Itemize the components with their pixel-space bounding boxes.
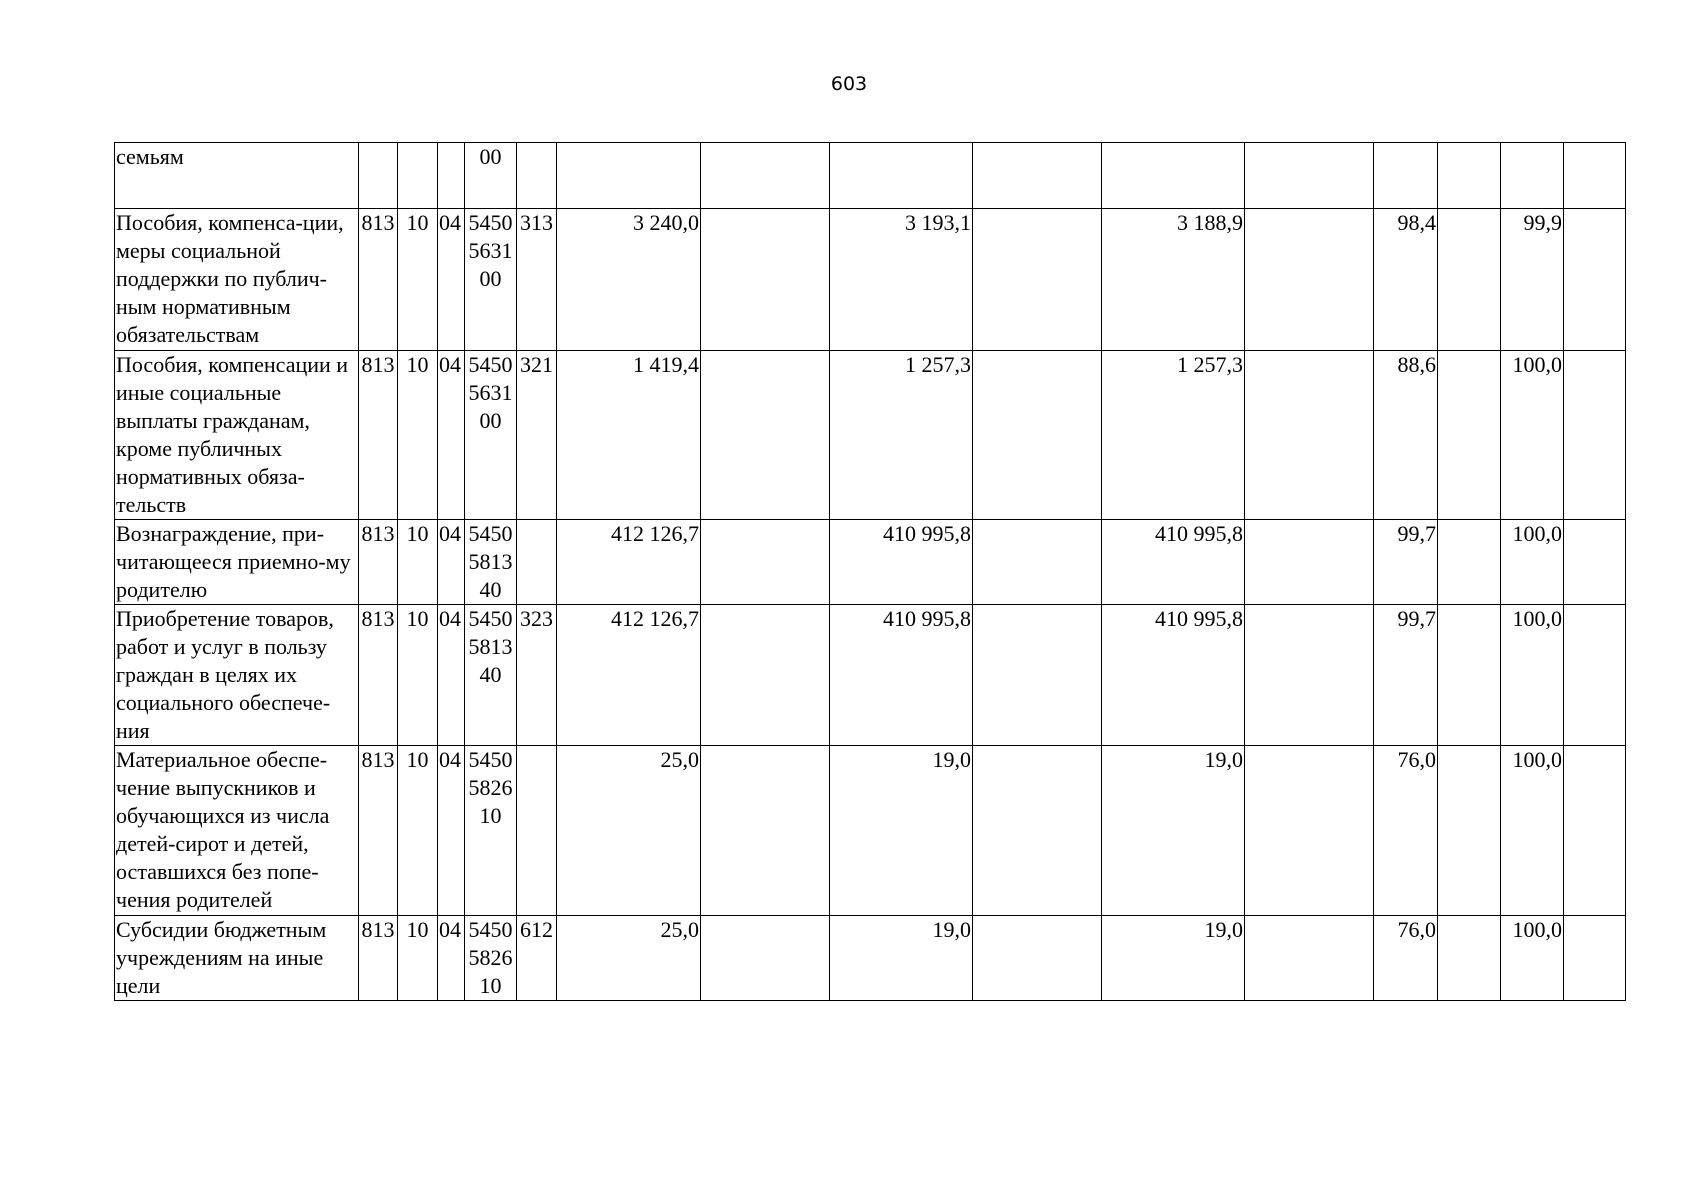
table-row	[115, 746, 1626, 916]
expense-type-code: 612	[517, 916, 557, 1001]
empty-cell	[1245, 143, 1374, 209]
value-refined: 410 995,8	[830, 605, 973, 746]
empty-cell	[1564, 351, 1626, 520]
grbs-code	[359, 143, 398, 209]
value-approved: 412 126,7	[557, 520, 701, 605]
subsection-code	[438, 143, 465, 209]
empty-cell	[701, 605, 830, 746]
subsection-code: 04	[438, 605, 465, 746]
section-code: 10	[398, 916, 438, 1001]
table-row	[115, 605, 1626, 746]
percent-approved: 88,6	[1374, 351, 1438, 520]
empty-cell	[701, 520, 830, 605]
percent-refined	[1501, 143, 1564, 209]
expense-type-code	[517, 143, 557, 209]
grbs-code: 813	[359, 916, 398, 1001]
empty-cell	[1564, 209, 1626, 351]
empty-cell	[973, 351, 1102, 520]
grbs-code: 813	[359, 746, 398, 916]
empty-cell	[1245, 605, 1374, 746]
subsection-code: 04	[438, 520, 465, 605]
empty-cell	[1564, 520, 1626, 605]
expense-type-code: 313	[517, 209, 557, 351]
row-name: Материальное обеспе-чение выпускников и обучающихся из числа детей-сирот и детей, оставшихся без попе-чения родителей	[115, 746, 359, 916]
section-code: 10	[398, 746, 438, 916]
percent-approved: 76,0	[1374, 746, 1438, 916]
grbs-code: 813	[359, 520, 398, 605]
subsection-code: 04	[438, 351, 465, 520]
empty-cell	[1438, 143, 1501, 209]
expense-type-code	[517, 520, 557, 605]
empty-cell	[701, 209, 830, 351]
empty-cell	[701, 746, 830, 916]
row-name: Субсидии бюджетным учреждениям на иные цели	[115, 916, 359, 1001]
value-approved: 25,0	[557, 916, 701, 1001]
grbs-code: 813	[359, 209, 398, 351]
empty-cell	[973, 520, 1102, 605]
target-article-code: 5450 5813 40	[465, 520, 517, 605]
value-refined: 1 257,3	[830, 351, 973, 520]
table-row	[115, 916, 1626, 1001]
target-article-code: 5450 5813 40	[465, 605, 517, 746]
section-code: 10	[398, 605, 438, 746]
percent-refined: 100,0	[1501, 916, 1564, 1001]
percent-approved: 99,7	[1374, 605, 1438, 746]
percent-refined: 100,0	[1501, 746, 1564, 916]
value-approved: 1 419,4	[557, 351, 701, 520]
value-executed: 1 257,3	[1102, 351, 1245, 520]
value-executed: 19,0	[1102, 916, 1245, 1001]
empty-cell	[1438, 605, 1501, 746]
row-name: Пособия, компенсации и иные социальные выплаты гражданам, кроме публичных нормативных обяза-тельств	[115, 351, 359, 520]
table-row	[115, 520, 1626, 605]
grbs-code: 813	[359, 351, 398, 520]
expense-type-code: 323	[517, 605, 557, 746]
value-executed: 19,0	[1102, 746, 1245, 916]
value-executed	[1102, 143, 1245, 209]
subsection-code: 04	[438, 746, 465, 916]
empty-cell	[701, 143, 830, 209]
empty-cell	[1245, 916, 1374, 1001]
empty-cell	[1564, 605, 1626, 746]
empty-cell	[1564, 746, 1626, 916]
row-name: Пособия, компенса-ции, меры социальной поддержки по публич-ным нормативным обязательствам	[115, 209, 359, 351]
value-executed: 410 995,8	[1102, 520, 1245, 605]
row-name: семьям	[115, 143, 359, 209]
target-article-code: 5450 5826 10	[465, 746, 517, 916]
empty-cell	[1245, 351, 1374, 520]
row-name: Вознаграждение, при-читающееся приемно-му родителю	[115, 520, 359, 605]
value-refined: 19,0	[830, 916, 973, 1001]
value-approved: 3 240,0	[557, 209, 701, 351]
value-executed: 3 188,9	[1102, 209, 1245, 351]
page-number: 603	[830, 73, 868, 95]
budget-table	[114, 142, 1626, 1001]
empty-cell	[701, 916, 830, 1001]
value-executed: 410 995,8	[1102, 605, 1245, 746]
empty-cell	[973, 605, 1102, 746]
empty-cell	[1438, 209, 1501, 351]
value-refined: 3 193,1	[830, 209, 973, 351]
empty-cell	[1564, 916, 1626, 1001]
percent-refined: 100,0	[1501, 605, 1564, 746]
empty-cell	[1438, 746, 1501, 916]
empty-cell	[701, 351, 830, 520]
empty-cell	[1245, 520, 1374, 605]
section-code	[398, 143, 438, 209]
percent-refined: 100,0	[1501, 351, 1564, 520]
empty-cell	[973, 209, 1102, 351]
value-approved: 25,0	[557, 746, 701, 916]
grbs-code: 813	[359, 605, 398, 746]
empty-cell	[1438, 916, 1501, 1001]
subsection-code: 04	[438, 209, 465, 351]
empty-cell	[1245, 209, 1374, 351]
percent-refined: 100,0	[1501, 520, 1564, 605]
table-row	[115, 209, 1626, 351]
table-row	[115, 143, 1626, 209]
target-article-code: 5450 5631 00	[465, 351, 517, 520]
empty-cell	[1245, 746, 1374, 916]
target-article-code: 5450 5826 10	[465, 916, 517, 1001]
value-refined: 410 995,8	[830, 520, 973, 605]
empty-cell	[973, 916, 1102, 1001]
percent-approved: 98,4	[1374, 209, 1438, 351]
percent-refined: 99,9	[1501, 209, 1564, 351]
section-code: 10	[398, 351, 438, 520]
table-row	[115, 351, 1626, 520]
expense-type-code	[517, 746, 557, 916]
empty-cell	[973, 143, 1102, 209]
value-refined	[830, 143, 973, 209]
empty-cell	[1564, 143, 1626, 209]
percent-approved: 76,0	[1374, 916, 1438, 1001]
target-article-code: 5450 5631 00	[465, 209, 517, 351]
value-approved: 412 126,7	[557, 605, 701, 746]
empty-cell	[1438, 351, 1501, 520]
target-article-code: 00	[465, 143, 517, 209]
percent-approved: 99,7	[1374, 520, 1438, 605]
percent-approved	[1374, 143, 1438, 209]
empty-cell	[973, 746, 1102, 916]
value-refined: 19,0	[830, 746, 973, 916]
value-approved	[557, 143, 701, 209]
expense-type-code: 321	[517, 351, 557, 520]
section-code: 10	[398, 520, 438, 605]
row-name: Приобретение товаров, работ и услуг в пользу граждан в целях их социального обеспече-ния	[115, 605, 359, 746]
section-code: 10	[398, 209, 438, 351]
empty-cell	[1438, 520, 1501, 605]
subsection-code: 04	[438, 916, 465, 1001]
